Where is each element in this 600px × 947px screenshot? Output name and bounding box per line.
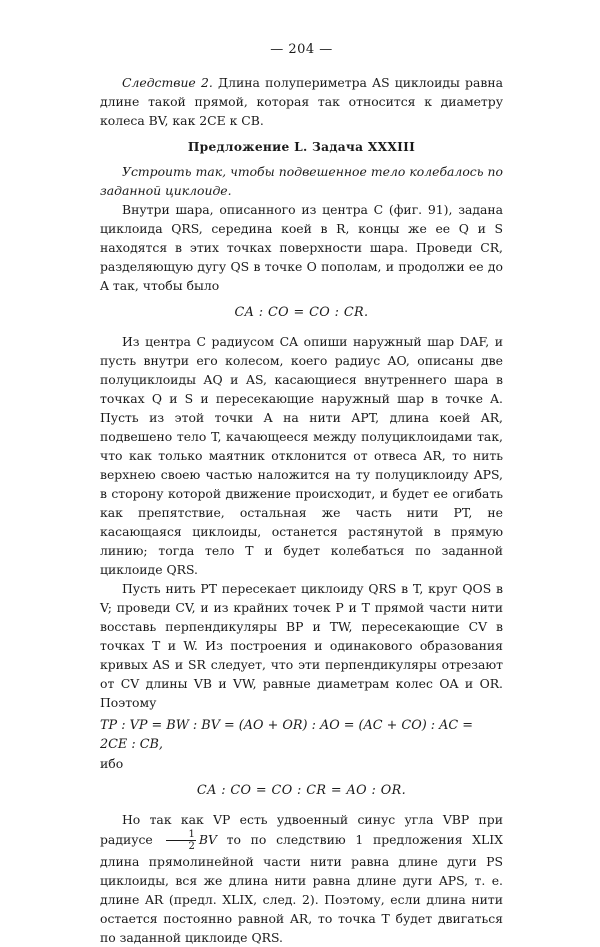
formula-ca-co-ao-or: CA : CO = CO : CR = AO : OR. bbox=[196, 783, 407, 798]
proposition-intro: Внутри шара, описанного из центра C (фиг. 91), задана циклоида QRS, середина коей в R, концы же ее Q и S находятся в этих точках поверхности шара. Проведи CR, разделяющую дугу QS в точке O пополам, и продолжи ее до A так, чтобы было bbox=[100, 202, 503, 293]
formula-tp-vp: TP : VP = BW : BV = (AO + OR) : AO = (AC + CO) : AC = 2CE : CB, bbox=[100, 718, 473, 752]
fraction-numerator: 1 bbox=[166, 829, 196, 841]
corollary-text: Длина полупериметра AS циклоиды равна длине такой прямой, которая так относится к диаметру колеса BV, как 2CE к CB. bbox=[100, 75, 503, 128]
fraction-one-half bbox=[166, 829, 196, 852]
paragraph-construction: Из центра C радиусом CA опиши наружный шар DAF, и пусть внутри его колесом, коего радиус AO, описаны две полуциклоиды AQ и AS, касающиеся внутреннего шара в точках Q и S и пересекающие наружный шар в точке A. Пусть из этой точки A на нити APT, длина коей AR, подвешено тело T, качающееся между полуциклоидами так, что как только маятник отклонится от отвеса AR, то нить верхнею своею частью наложится на ту полуциклоиду APS, в сторону которой движение происходит, и будет ее огибать как препятствие, остальная же часть нити PT, не касающаяся циклоиды, останется растянутой в прямую линию; тогда тело T и будет колебаться по заданной циклоиде QRS. bbox=[100, 334, 503, 577]
fraction-denominator: 2 bbox=[188, 841, 195, 852]
conclusion-bv: BV bbox=[198, 832, 217, 847]
corollary-paragraph bbox=[100, 73, 503, 130]
proposition-statement: Устроить так, чтобы подвешенное тело колебалось по заданной циклоиде. bbox=[100, 164, 503, 198]
page-number: — 204 — bbox=[270, 42, 333, 57]
paragraph-proof: Пусть нить PT пересекает циклоиду QRS в T, круг QOS в V; проведи CV, и из крайних точек P и T прямой части нити восставь перпендикуляры BP и TW, пересекающие CV в точках T и W. Из построения и одинакового образования кривых AS и SR следует, что эти перпендикуляры отрезают от CV длины VB и VW, равные диаметрам колес OA и OR. Поэтому bbox=[100, 581, 503, 710]
formula-ratio-ca-co: CA : CO = CO : CR. bbox=[234, 305, 369, 320]
proposition-heading: Предложение L. Задача XXXIII bbox=[187, 140, 416, 154]
conclusion-end: то по следствию 1 предложения XLIX длина прямолинейной части нити равна длине дуги PS циклоиды, вся же длина нити равна длине дуги APS, т. е. длине AR (предл. XLIX, след. 2). Поэтому, если длина нити остается постоянно равной AR, то точка T будет двигаться по заданной циклоиде QRS. bbox=[100, 832, 503, 945]
corollary-label: Следствие 2. bbox=[122, 75, 213, 90]
paragraph-conclusion bbox=[100, 810, 503, 947]
ibo-word: ибо bbox=[100, 756, 124, 771]
conclusion-start: Но так как VP есть удвоенный синус угла VBP при радиусе bbox=[100, 812, 503, 847]
book-page bbox=[100, 40, 503, 947]
